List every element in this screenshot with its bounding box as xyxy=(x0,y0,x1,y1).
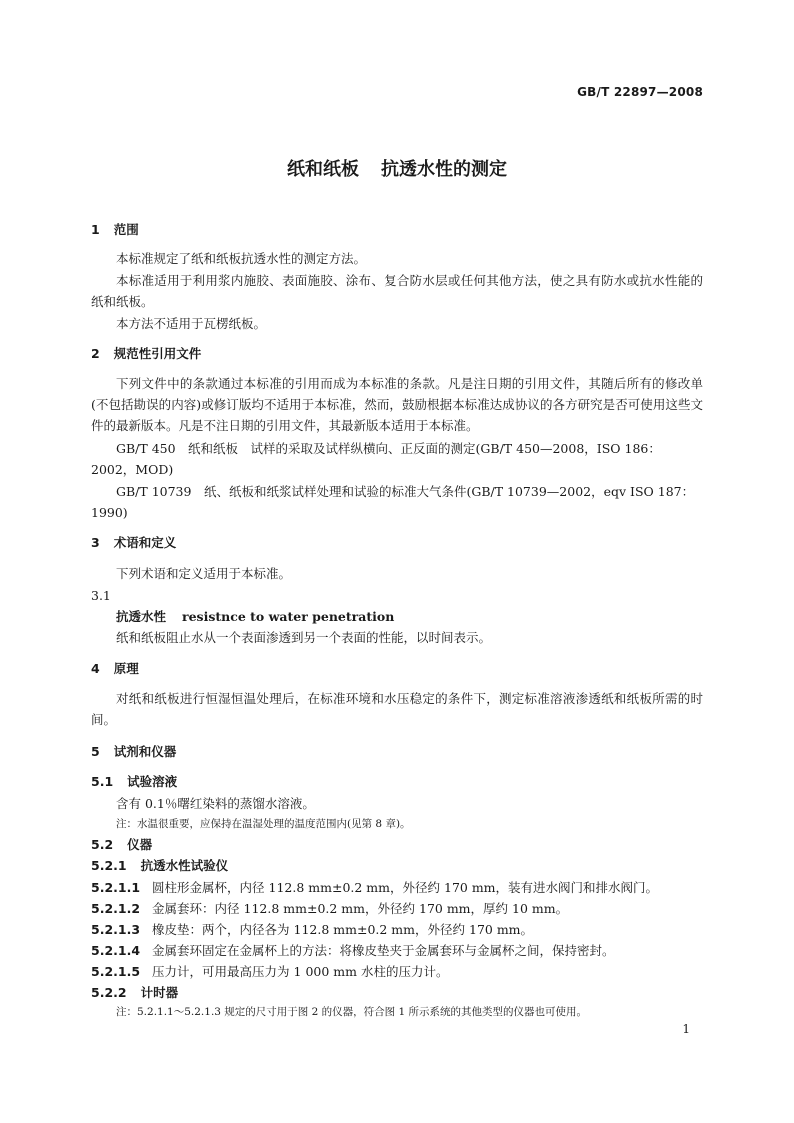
title-part-1: 纸和纸板 xyxy=(287,159,359,180)
document-title xyxy=(0,155,794,181)
item-5-2-1-5: 5.2.1.5 压力计，可用最高压力为 1 000 mm 水柱的压力计。 xyxy=(91,964,449,979)
section-5-heading: 5 试剂和仪器 xyxy=(91,744,177,759)
clause-5-2-1-heading: 5.2.1 抗透水性试验仪 xyxy=(91,858,229,873)
clause-3-1-number: 3.1 xyxy=(91,588,111,603)
section-1-paragraph-3: 本方法不适用于瓦楞纸板。 xyxy=(116,316,267,331)
term-definition: 纸和纸板阻止水从一个表面渗透到另一个表面的性能，以时间表示。 xyxy=(116,630,492,645)
section-3-heading: 3 术语和定义 xyxy=(91,535,177,550)
item-5-2-1-1: 5.2.1.1 圆柱形金属杯，内径 112.8 mm±0.2 mm，外径约 170 mm，装有进水阀门和排水阀门。 xyxy=(91,880,659,895)
section-1-paragraph-2: 本标准适用于利用浆内施胶、表面施胶、涂布、复合防水层或任何其他方法，使之具有防水或抗水性能的纸和纸板。 xyxy=(91,273,703,309)
term-english: resistnce to water penetration xyxy=(182,609,395,624)
item-5-2-1-2: 5.2.1.2 金属套环：内径 112.8 mm±0.2 mm，外径约 170 mm，厚约 10 mm。 xyxy=(91,901,569,916)
clause-5-2-2-heading: 5.2.2 计时器 xyxy=(91,985,179,1000)
section-3-paragraph-1: 下列术语和定义适用于本标准。 xyxy=(116,566,292,581)
section-1-paragraph-1: 本标准规定了纸和纸板抗透水性的测定方法。 xyxy=(116,251,367,266)
item-5-2-1-3: 5.2.1.3 橡皮垫：两个，内径各为 112.8 mm±0.2 mm，外径约 170 mm。 xyxy=(91,922,534,937)
item-5-2-1-4: 5.2.1.4 金属套环固定在金属杯上的方法：将橡皮垫夹于金属套环与金属杯之间，保持密封。 xyxy=(91,943,615,958)
section-4-heading: 4 原理 xyxy=(91,661,139,676)
standard-code: GB/T 22897—2008 xyxy=(577,85,703,99)
page-number: 1 xyxy=(682,1022,690,1036)
clause-5-2-heading: 5.2 仪器 xyxy=(91,837,153,852)
title-part-2: 抗透水性的测定 xyxy=(381,159,507,180)
reference-gb-t-450: GB/T 450 纸和纸板 试样的采取及试样纵横向、正反面的测定(GB/T 450—2008，ISO 186：2002，MOD) xyxy=(91,441,661,477)
section-2-heading: 2 规范性引用文件 xyxy=(91,346,202,361)
section-2-paragraph-1: 下列文件中的条款通过本标准的引用而成为本标准的条款。凡是注日期的引用文件，其随后所有的修改单(不包括勘误的内容)或修订版均不适用于本标准，然而，鼓励根据本标准达成协议的各方研究是否可使用这些文件的最新版本。凡是不注日期的引用文件，其最新版本适用于本标准。 xyxy=(91,376,703,433)
clause-5-2-2-note: 注：5.2.1.1～5.2.1.3 规定的尺寸用于图 2 的仪器，符合图 1 所示系统的其他类型的仪器也可使用。 xyxy=(116,1006,588,1018)
section-4-paragraph-1: 对纸和纸板进行恒湿恒温处理后，在标准环境和水压稳定的条件下，测定标准溶液渗透纸和纸板所需的时间。 xyxy=(91,691,703,727)
clause-5-1-note: 注：水温很重要，应保持在温湿处理的温度范围内(见第 8 章)。 xyxy=(116,818,411,830)
section-1-heading: 1 范围 xyxy=(91,222,139,237)
reference-gb-t-10739: GB/T 10739 纸、纸板和纸浆试样处理和试验的标准大气条件(GB/T 10739—2002，eqv ISO 187：1990) xyxy=(91,484,695,520)
term-chinese: 抗透水性 xyxy=(116,609,167,624)
clause-5-1-text: 含有 0.1％曙红染料的蒸馏水溶液。 xyxy=(116,796,315,811)
clause-5-1-heading: 5.1 试验溶液 xyxy=(91,774,178,789)
term-entry xyxy=(116,606,703,627)
